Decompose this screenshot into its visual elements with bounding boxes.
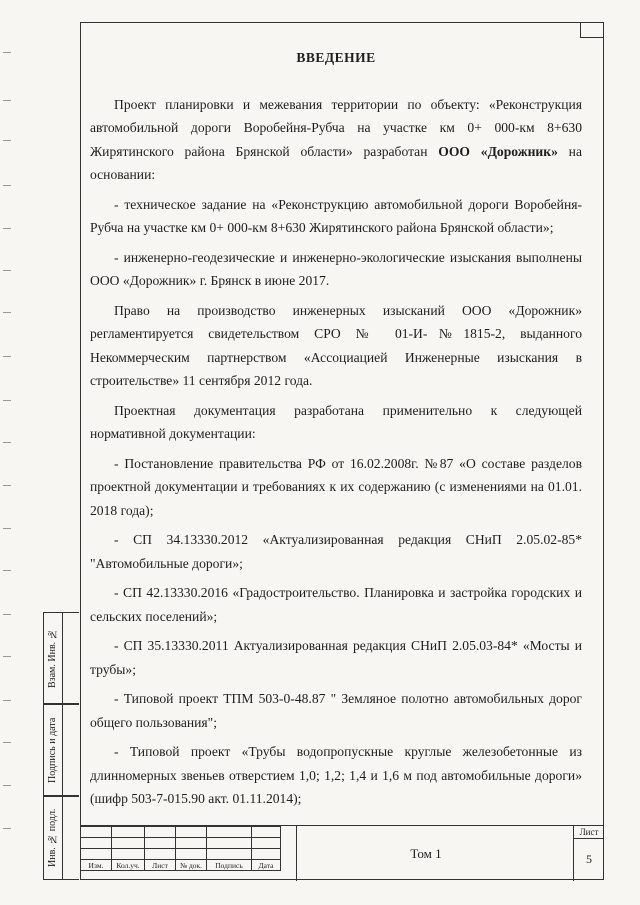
side-inv-box xyxy=(43,796,79,880)
margin-tick xyxy=(3,52,11,53)
stamp-header: Кол.уч. xyxy=(112,860,145,871)
paragraph: - СП 42.13330.2016 «Градостроительство. Планировка и застройка городских и сельских поселений»; xyxy=(90,585,582,624)
side-podpis-box xyxy=(43,704,79,796)
margin-tick xyxy=(3,185,11,186)
stamp-header: Дата xyxy=(252,860,281,871)
paragraph: - техническое задание на «Реконструкцию автомобильной дороги Воробейня-Рубча на участке км 0+ 000-км 8+630 Жирятинского района Брянской области»; xyxy=(90,196,582,235)
paragraph: Проектная документация разработана применительно к следующей нормативной документации: xyxy=(90,402,582,441)
corner-box xyxy=(580,23,603,38)
stamp-header: № док. xyxy=(176,860,207,871)
stamp-header: Подпись xyxy=(207,860,252,871)
company-name: ООО «Дорожник» xyxy=(438,143,558,159)
title-block xyxy=(80,825,604,881)
sheet-number: 5 xyxy=(586,852,592,866)
paragraph: Проект планировки и межевания территории по объекту: «Реконструкция автомобильной дороги Воробейня-Рубча на участке км 0+ 000-км 8+630 Жирятинского района Брянской области» разработан ООО «Дорожник» на основании: xyxy=(90,96,582,182)
margin-tick xyxy=(3,228,11,229)
paragraph: - Типовой проект «Трубы водопропускные круглые железобетонные из длинномерных звеньев отверстием 1,0; 1,2; 1,4 и 1,6 м под автомобильные дороги» (шифр 503-7-015.90 акт. 01.11.2014); xyxy=(90,744,582,806)
side-label-vzam: Взам. Инв. № xyxy=(47,628,58,688)
margin-tick xyxy=(3,312,11,313)
margin-tick xyxy=(3,270,11,271)
margin-tick xyxy=(3,570,11,571)
document-body xyxy=(90,46,582,817)
side-vzam-box xyxy=(43,612,79,704)
paragraph: - СП 34.13330.2012 «Актуализированная редакция СНиП 2.05.02-85* "Автомобильные дороги»; xyxy=(90,532,582,571)
margin-tick xyxy=(3,700,11,701)
margin-tick xyxy=(3,614,11,615)
stamp-header: Изм. xyxy=(81,860,112,871)
margin-tick xyxy=(3,356,11,357)
paragraph: - инженерно-геодезические и инженерно-экологические изыскания выполнены ООО «Дорожник» г. Брянск в июне 2017. xyxy=(90,249,582,288)
paragraph: - СП 35.13330.2011 Актуализированная редакция СНиП 2.05.03-84* «Мосты и трубы»; xyxy=(90,638,582,677)
side-label-inv: Инв. № подл. xyxy=(47,808,58,868)
margin-tick xyxy=(3,742,11,743)
margin-tick xyxy=(3,785,11,786)
margin-tick xyxy=(3,100,11,101)
margin-tick xyxy=(3,485,11,486)
sheet-cell xyxy=(573,826,604,881)
margin-tick xyxy=(3,528,11,529)
margin-tick xyxy=(3,140,11,141)
page-title: ВВЕДЕНИЕ xyxy=(296,50,376,65)
stamp-header: Лист xyxy=(145,860,176,871)
margin-tick xyxy=(3,828,11,829)
margin-tick xyxy=(3,442,11,443)
sheet-label: Лист xyxy=(574,826,604,839)
margin-tick xyxy=(3,400,11,401)
paragraph: - Постановление правительства РФ от 16.02.2008г. №87 «О составе разделов проектной документации и требованиях к их содержанию (с изменениями на 01.01. 2018 года); xyxy=(90,455,582,518)
stamp-table xyxy=(80,826,281,871)
side-label-podpis: Подпись и дата xyxy=(47,717,58,783)
margin-tick xyxy=(3,656,11,657)
paragraph: Право на производство инженерных изысканий ООО «Дорожник» регламентируется свидетельством СРО № 01-И-№1815-2, выданного Некоммерческим партнерством «Ассоциацией Инженерные изыскания в строительстве» 11 сентября 2012 года. xyxy=(90,302,582,388)
volume-label: Том 1 xyxy=(296,826,555,881)
paragraph: - Типовой проект ТПМ 503-0-48.87 " Земляное полотно автомобильных дорог общего пользования"; xyxy=(90,691,582,730)
